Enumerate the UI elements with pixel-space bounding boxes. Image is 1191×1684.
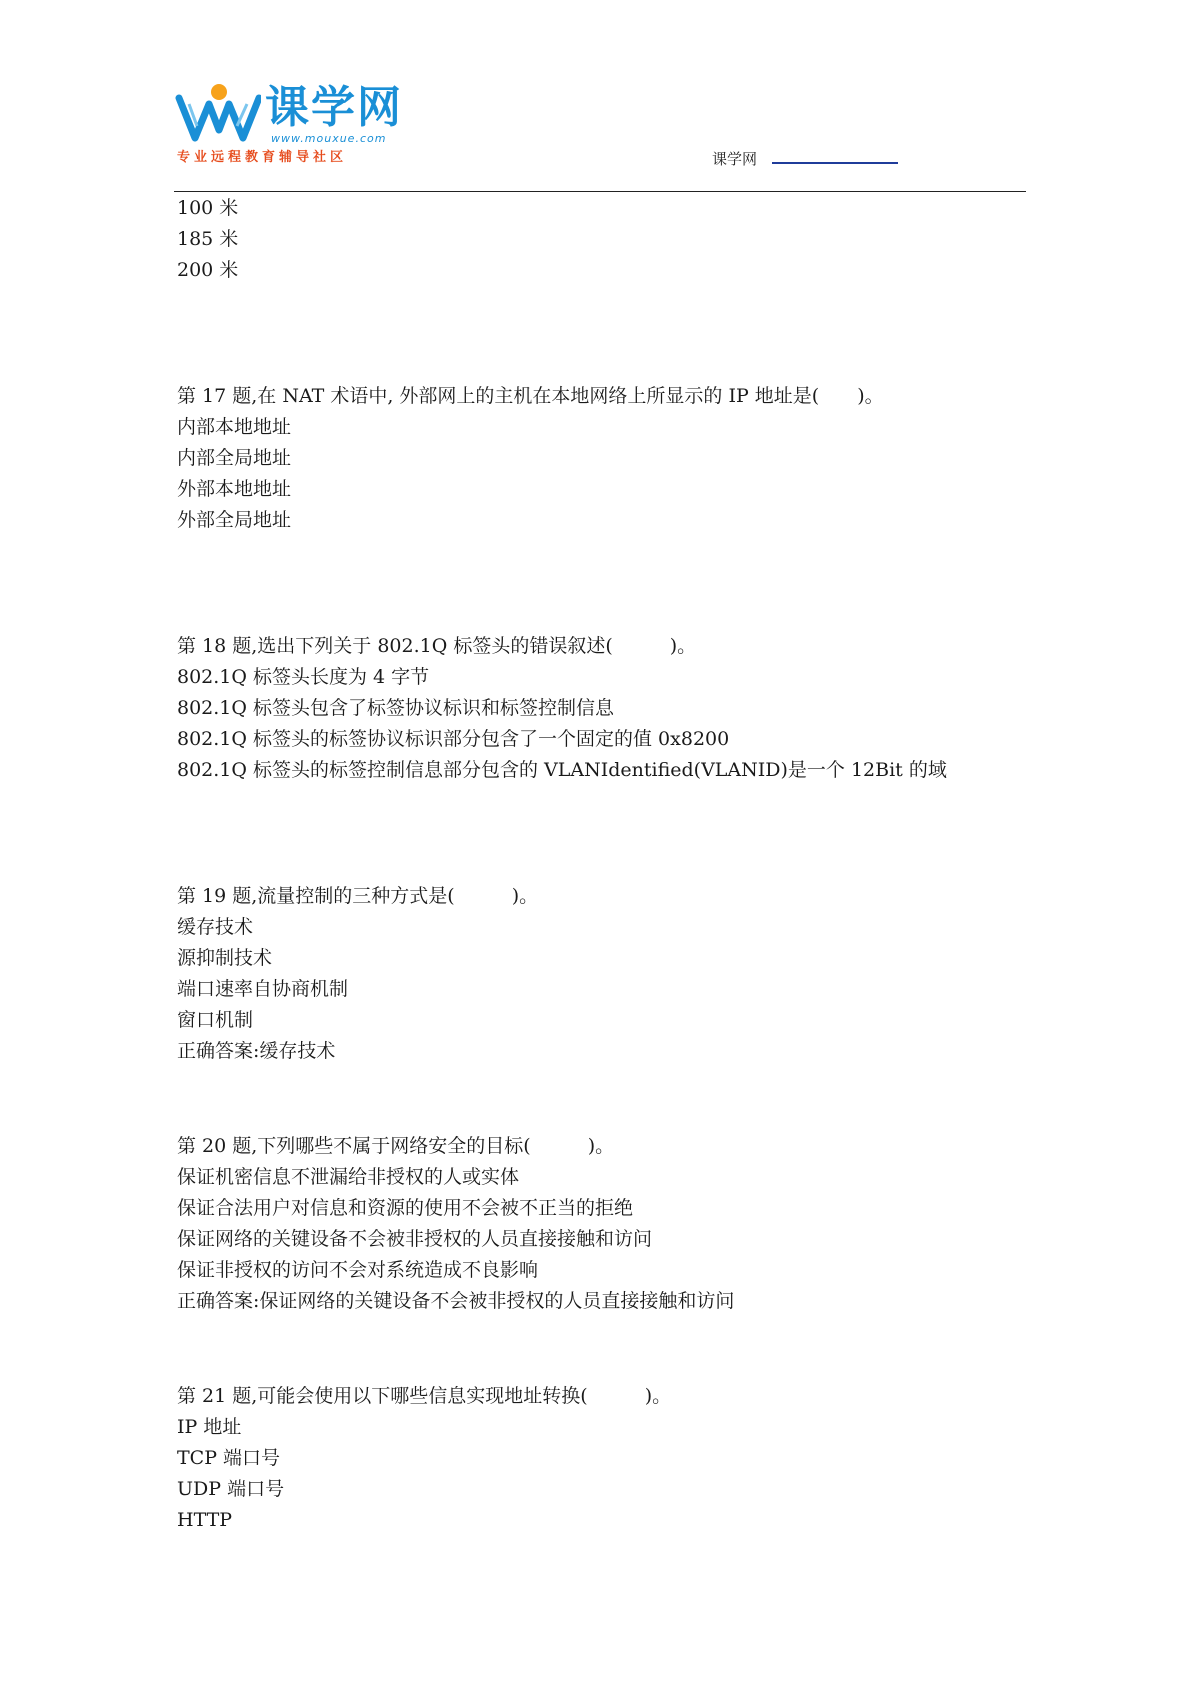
q19-answer: 正确答案:缓存技术 xyxy=(177,1040,336,1062)
site-label: 课学网 xyxy=(712,150,758,168)
logo-url: www.mouxue.com xyxy=(271,132,387,145)
q21-option: IP 地址 xyxy=(177,1416,242,1438)
logo-slogan: 专业远程教育辅导社区 xyxy=(177,150,348,165)
site-logo xyxy=(175,80,415,170)
q21-option: HTTP xyxy=(177,1509,233,1531)
q19-option: 窗口机制 xyxy=(177,1009,254,1031)
q20-option: 保证非授权的访问不会对系统造成不良影响 xyxy=(177,1259,539,1281)
q16-option: 185 米 xyxy=(177,228,239,250)
header-rule xyxy=(174,191,1026,192)
q17-option: 内部全局地址 xyxy=(177,447,292,469)
logo-emblem-icon xyxy=(175,82,261,144)
q17-stem: 第 17 题,在 NAT 术语中, 外部网上的主机在本地网络上所显示的 IP 地址是( )。 xyxy=(177,385,884,407)
q20-answer: 正确答案:保证网络的关键设备不会被非授权的人员直接接触和访问 xyxy=(177,1290,735,1312)
q16-option: 100 米 xyxy=(177,197,239,219)
q21-option: TCP 端口号 xyxy=(177,1447,281,1469)
logo-title: 课学网 xyxy=(265,82,403,133)
q18-option: 802.1Q 标签头的标签控制信息部分包含的 VLANIdentified(VLANID)是一个 12Bit 的域 xyxy=(177,759,947,781)
q18-option: 802.1Q 标签头的标签协议标识部分包含了一个固定的值 0x8200 xyxy=(177,728,730,750)
q19-option: 源抑制技术 xyxy=(177,947,273,969)
q19-option: 端口速率自协商机制 xyxy=(177,978,349,1000)
q20-option: 保证机密信息不泄漏给非授权的人或实体 xyxy=(177,1166,520,1188)
q20-stem: 第 20 题,下列哪些不属于网络安全的目标( )。 xyxy=(177,1135,615,1157)
q16-option: 200 米 xyxy=(177,259,239,281)
q20-option: 保证网络的关键设备不会被非授权的人员直接接触和访问 xyxy=(177,1228,653,1250)
q19-stem: 第 19 题,流量控制的三种方式是( )。 xyxy=(177,885,539,907)
q19-option: 缓存技术 xyxy=(177,916,254,938)
q21-stem: 第 21 题,可能会使用以下哪些信息实现地址转换( )。 xyxy=(177,1385,672,1407)
q17-option: 内部本地地址 xyxy=(177,416,292,438)
q18-stem: 第 18 题,选出下列关于 802.1Q 标签头的错误叙述( )。 xyxy=(177,635,697,657)
q17-option: 外部本地地址 xyxy=(177,478,292,500)
site-blank-underline xyxy=(772,162,898,164)
q21-option: UDP 端口号 xyxy=(177,1478,285,1500)
q18-option: 802.1Q 标签头长度为 4 字节 xyxy=(177,666,430,688)
q17-option: 外部全局地址 xyxy=(177,509,292,531)
q20-option: 保证合法用户对信息和资源的使用不会被不正当的拒绝 xyxy=(177,1197,634,1219)
q18-option: 802.1Q 标签头包含了标签协议标识和标签控制信息 xyxy=(177,697,615,719)
